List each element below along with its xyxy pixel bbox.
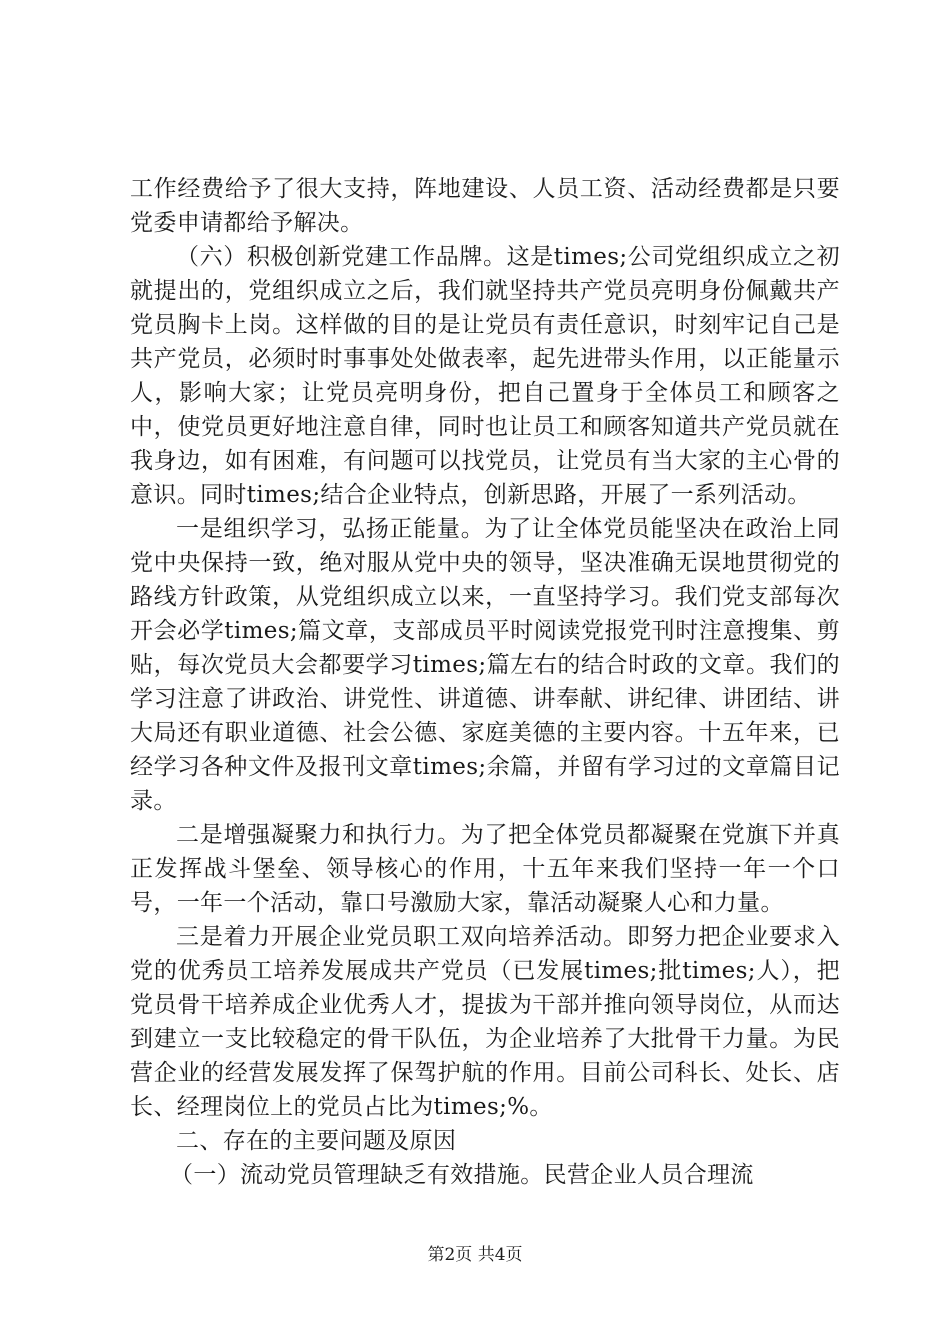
document-body (130, 172, 840, 1192)
paragraph-item-one: 一是组织学习，弘扬正能量。为了让全体党员能坚决在政治上同党中央保持一致，绝对服从党中央的领导，坚决准确无误地贯彻党的路线方针政策，从党组织成立以来，一直坚持学习。我们党支部每次开会必学times;篇文章，支部成员平时阅读党报党刊时注意搜集、剪贴，每次党员大会都要学习times;篇左右的结合时政的文章。我们的学习注意了讲政治、讲党性、讲道德、讲奉献、讲纪律、讲团结、讲大局还有职业道德、社会公德、家庭美德的主要内容。十五年来，已经学习各种文件及报刊文章times;余篇，并留有学习过的文章篇目记录。 (130, 516, 840, 814)
paragraph-item-three: 三是着力开展企业党员职工双向培养活动。即努力把企业要求入党的优秀员工培养发展成共产党员（已发展times;批times;人），把党员骨干培养成企业优秀人才，提拔为干部并推向领导岗位，从而达到建立一支比较稳定的骨干队伍，为企业培养了大批骨干力量。为民营企业的经营发展发挥了保驾护航的作用。目前公司科长、处长、店长、经理岗位上的党员占比为times;%。 (130, 924, 840, 1120)
paragraph-continuation: 工作经费给予了很大支持，阵地建设、人员工资、活动经费都是只要党委申请都给予解决。 (130, 176, 840, 236)
paragraph-item-two: 二是增强凝聚力和执行力。为了把全体党员都凝聚在党旗下并真正发挥战斗堡垒、领导核心的作用，十五年来我们坚持一年一个口号，一年一个活动，靠口号激励大家，靠活动凝聚人心和力量。 (130, 822, 840, 916)
page-number-footer: 第2页 共4页 (427, 1245, 523, 1265)
section-heading-problems: 二、存在的主要问题及原因 (176, 1128, 457, 1154)
paragraph-problem-one: （一）流动党员管理缺乏有效措施。民营企业人员合理流 (170, 1162, 754, 1188)
paragraph-section-six: （六）积极创新党建工作品牌。这是times;公司党组织成立之初就提出的，党组织成立之后，我们就坚持共产党员亮明身份佩戴共产党员胸卡上岗。这样做的目的是让党员有责任意识，时刻牢记自己是共产党员，必须时时事事处处做表率，起先进带头作用，以正能量示人，影响大家；让党员亮明身份，把自己置身于全体员工和顾客之中，使党员更好地注意自律，同时也让员工和顾客知道共产党员就在我身边，如有困难，有问题可以找党员，让党员有当大家的主心骨的意识。同时times;结合企业特点，创新思路，开展了一系列活动。 (130, 244, 840, 508)
